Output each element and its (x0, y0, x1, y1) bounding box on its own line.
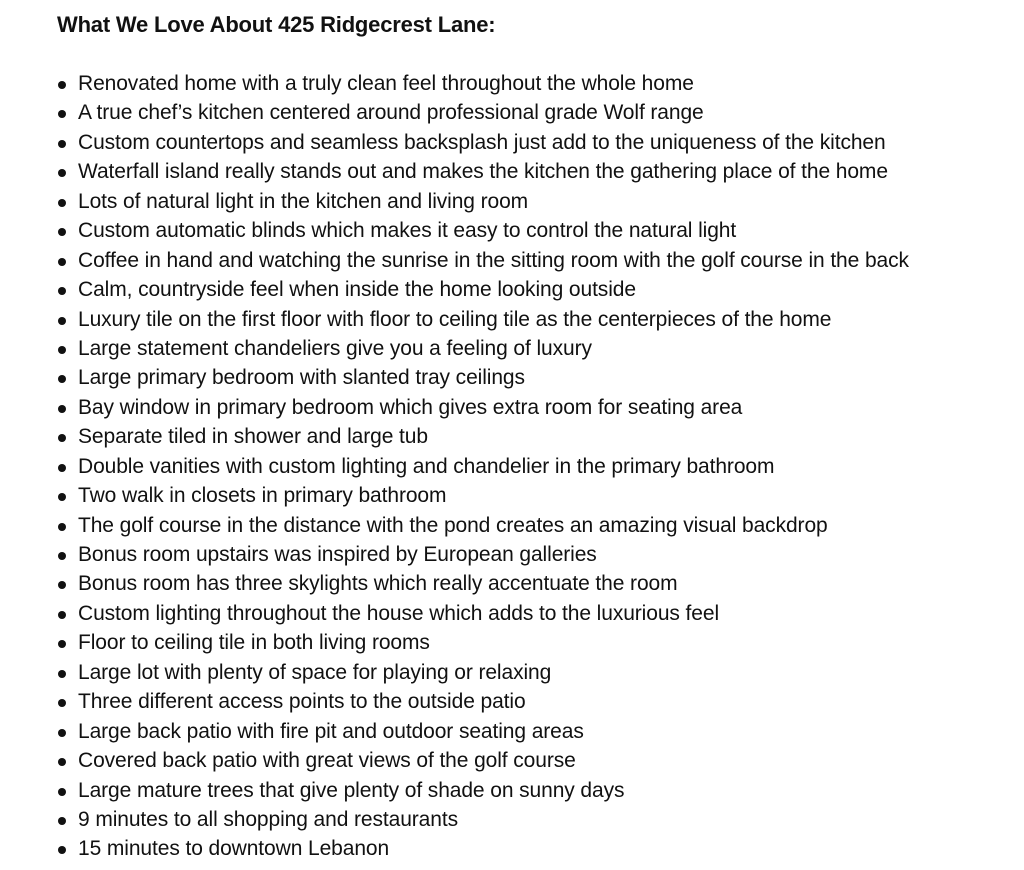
bullet-icon (58, 140, 66, 148)
list-item-text: A true chef’s kitchen centered around professional grade Wolf range (78, 101, 704, 125)
bullet-icon (58, 640, 66, 648)
list-item-text: Custom automatic blinds which makes it easy to control the natural light (78, 219, 737, 243)
list-item-text: Large primary bedroom with slanted tray ceilings (78, 366, 525, 390)
bullet-icon (58, 523, 66, 531)
list-item-text: Custom countertops and seamless backsplash just add to the uniqueness of the kitchen (78, 130, 886, 154)
list-item-text: Custom lighting throughout the house which adds to the luxurious feel (78, 601, 720, 625)
list-item-text: Covered back patio with great views of the golf course (78, 749, 576, 773)
bullet-icon (58, 375, 66, 383)
list-item-text: Luxury tile on the first floor with floor to ceiling tile as the centerpieces of the home (78, 307, 832, 331)
list-item-text: Coffee in hand and watching the sunrise in the sitting room with the golf course in the back (78, 248, 909, 272)
list-item-text: Waterfall island really stands out and makes the kitchen the gathering place of the home (78, 160, 888, 184)
bullet-icon (58, 758, 66, 766)
list-item-text: Large lot with plenty of space for playing or relaxing (78, 660, 552, 684)
list-item-text: Separate tiled in shower and large tub (78, 425, 428, 449)
bullet-icon (58, 552, 66, 560)
bullet-icon (58, 611, 66, 619)
bullet-icon (58, 434, 66, 442)
list-item-text: Large mature trees that give plenty of shade on sunny days (78, 778, 625, 802)
list-item-text: Large statement chandeliers give you a feeling of luxury (78, 336, 592, 360)
list-item-text: Renovated home with a truly clean feel throughout the whole home (78, 72, 694, 95)
list-item-text: Floor to ceiling tile in both living rooms (78, 631, 430, 655)
bullet-icon (58, 464, 66, 472)
bullet-icon (58, 493, 66, 501)
bullet-icon (58, 729, 66, 737)
page-title: What We Love About 425 Ridgecrest Lane: (57, 12, 496, 37)
bullet-icon (58, 317, 66, 325)
list-item-text: Bonus room upstairs was inspired by European galleries (78, 543, 597, 566)
bullet-icon (58, 846, 66, 854)
bullet-icon (58, 258, 66, 266)
list-item-text: 15 minutes to downtown Lebanon (78, 837, 390, 861)
bullet-icon (58, 699, 66, 707)
list-item-text: The golf course in the distance with the pond creates an amazing visual backdrop (78, 513, 828, 537)
bullet-icon (58, 228, 66, 236)
list-item-text: Two walk in closets in primary bathroom (78, 484, 447, 508)
bullet-icon (58, 287, 66, 295)
list-item-text: Three different access points to the outside patio (78, 690, 526, 714)
bullet-icon (58, 169, 66, 177)
bullet-icon (58, 346, 66, 354)
list-item-text: Calm, countryside feel when inside the home looking outside (78, 278, 636, 302)
bullet-icon (58, 670, 66, 678)
bullet-icon (58, 405, 66, 413)
bullet-icon (58, 581, 66, 589)
list-item-text: Large back patio with fire pit and outdoor seating areas (78, 719, 584, 743)
list-item-text: Lots of natural light in the kitchen and living room (78, 189, 529, 213)
list-item-text: Double vanities with custom lighting and chandelier in the primary bathroom (78, 454, 775, 478)
list-item-text: 9 minutes to all shopping and restaurants (78, 807, 458, 831)
bullet-icon (58, 817, 66, 825)
bullet-icon (58, 81, 66, 89)
bullet-icon (58, 788, 66, 796)
list-item-text: Bay window in primary bedroom which gives extra room for seating area (78, 395, 743, 419)
bullet-icon (58, 110, 66, 118)
bullet-icon (58, 199, 66, 207)
list-item-text: Bonus room has three skylights which really accentuate the room (78, 572, 678, 596)
